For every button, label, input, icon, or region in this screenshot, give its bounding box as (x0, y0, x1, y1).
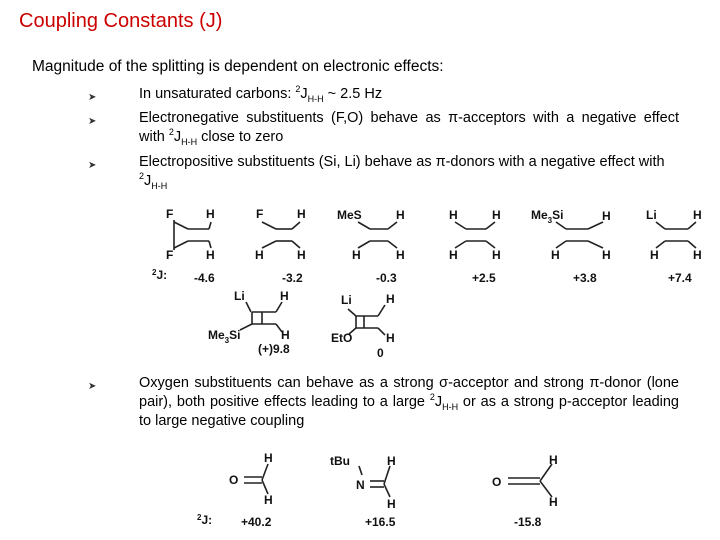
bullet-electropositive: Electropositive substituents (Si, Li) behave as π-donors with a negative effect with $^2J_{H-H}$ (139, 154, 665, 191)
alkene-trimethylsilyl (531, 208, 611, 262)
svg-text:H: H (206, 248, 215, 262)
svg-text:H: H (492, 248, 501, 262)
formaldehyde-distorted (492, 453, 558, 509)
svg-text:F: F (256, 207, 264, 221)
slide-title: Coupling Constants (J) (19, 10, 223, 32)
alkene-methylthio (337, 208, 405, 262)
coupling-value: -4.6 (194, 271, 215, 285)
coupling-value: -0.3 (376, 271, 397, 285)
coupling-value: (+)9.8 (258, 342, 290, 356)
bullet-arrow-icon: ➤ (88, 116, 97, 127)
svg-text:O: O (492, 475, 502, 489)
svg-text:Me3Si: $Me_3Si$ (531, 208, 564, 225)
svg-text:H: H (280, 289, 289, 303)
coupling-value: +2.5 (472, 271, 496, 285)
svg-text:H: H (255, 248, 264, 262)
alkene-lithio (646, 208, 702, 262)
alkene-monofluoro (255, 207, 306, 262)
svg-text:H: H (549, 453, 558, 467)
slide-subtitle: Magnitude of the splitting is dependent on electronic effects: (32, 58, 444, 75)
svg-text:H: H (387, 497, 396, 511)
coupling-value: +3.8 (573, 271, 597, 285)
bullet-unsaturated-carbons: In unsaturated carbons: $^2J_{H-H}$ ~ 2.5 Hz (139, 84, 383, 104)
svg-text:O: O (229, 473, 239, 487)
svg-text:H: H (264, 451, 273, 465)
svg-text:H: H (386, 331, 395, 345)
svg-text:F: F (166, 207, 174, 221)
bullet-arrow-icon: ➤ (88, 381, 97, 392)
coupling-value: +7.4 (668, 271, 692, 285)
coupling-value: +40.2 (241, 515, 272, 529)
coupling-value: -15.8 (514, 515, 542, 529)
svg-text:H: H (549, 495, 558, 509)
svg-text:H: H (206, 207, 215, 221)
alkene-lithio-silyl (208, 289, 290, 345)
bullet-electronegative: Electronegative substituents (F,O) behave as π-acceptors with a negative effect with $^2J_{H-H}$ close to zero (139, 110, 679, 147)
svg-text:H: H (297, 207, 306, 221)
svg-text:H: H (693, 208, 702, 222)
svg-text:H: H (650, 248, 659, 262)
svg-text:Li: Li (234, 289, 245, 303)
svg-text:H: H (492, 208, 501, 222)
bullet-arrow-icon: ➤ (88, 160, 97, 171)
formaldehyde (229, 451, 273, 507)
svg-text:H: H (602, 248, 611, 262)
svg-text:MeS: MeS (337, 208, 362, 222)
svg-text:Me3Si: $Me_3Si$ (208, 328, 241, 345)
alkene-difluoro (166, 207, 215, 262)
imine (330, 454, 396, 511)
bullet-arrow-icon: ➤ (88, 92, 97, 103)
svg-text:H: H (449, 208, 458, 222)
alkene-lithio-ethoxy (331, 292, 395, 345)
svg-text:H: H (386, 292, 395, 306)
coupling-value: +16.5 (365, 515, 396, 529)
svg-text:Li: Li (341, 293, 352, 307)
svg-text:H: H (352, 248, 361, 262)
svg-text:H: H (396, 248, 405, 262)
bullet-oxygen-substituents: Oxygen substituents can behave as a strong σ-acceptor and strong π-donor (lone pair), both positive effects leading to a large $^2J_{H-H}$ or as a strong p-acceptor leading to large negative coupling (139, 375, 679, 429)
svg-text:H: H (551, 248, 560, 262)
svg-text:Li: Li (646, 208, 657, 222)
coupling-value: -3.2 (282, 271, 303, 285)
svg-text:H: H (449, 248, 458, 262)
svg-text:H: H (264, 493, 273, 507)
coupling-value: 0 (377, 346, 384, 360)
svg-text:H: H (297, 248, 306, 262)
svg-text:EtO: EtO (331, 331, 353, 345)
svg-text:N: N (356, 478, 365, 492)
svg-text:H: H (396, 208, 405, 222)
svg-text:H: H (387, 454, 396, 468)
svg-text:H: H (693, 248, 702, 262)
svg-text:F: F (166, 248, 174, 262)
svg-text:tBu: tBu (330, 454, 350, 468)
coupling-label-oxygen: $^2$J: (197, 513, 213, 527)
alkene-ethylene (449, 208, 501, 262)
coupling-label-alkenes: $^2$J: (152, 268, 168, 282)
svg-text:H: H (281, 328, 290, 342)
svg-text:H: H (602, 209, 611, 223)
